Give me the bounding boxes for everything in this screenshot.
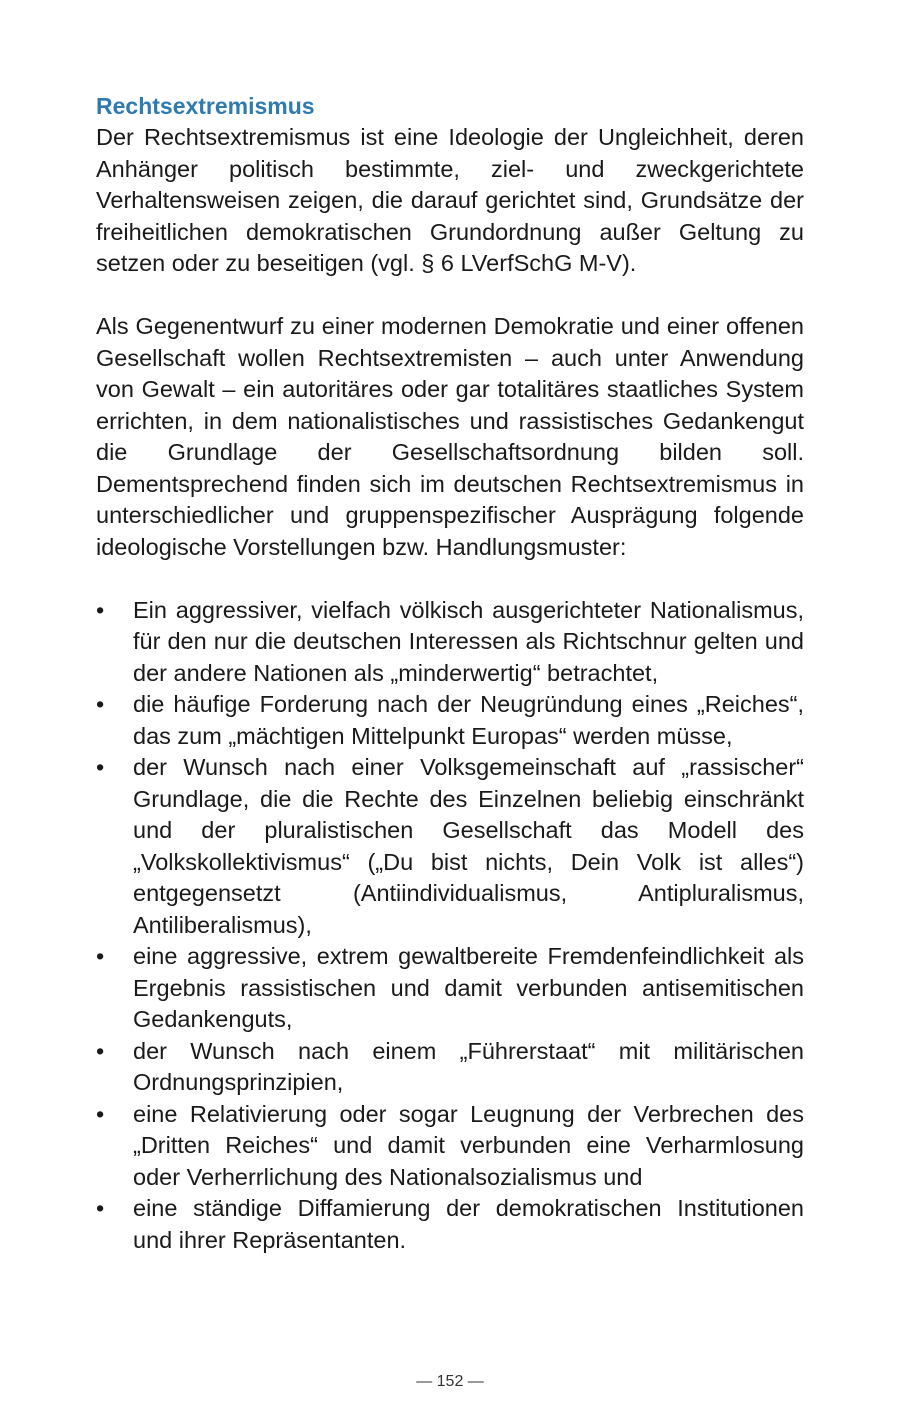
bullet-icon: • bbox=[96, 596, 105, 623]
page-content bbox=[96, 90, 804, 1256]
list-item bbox=[96, 1036, 804, 1099]
list-item bbox=[96, 752, 804, 941]
list-item-text: der Wunsch nach einer Volksgemeinschaft auf „rassischer“ Grundlage, die die Rechte des Einzelnen beliebig einschränkt und der pluralistischen Gesellschaft das Modell des „Volkskollektivismus“ („Du bist nichts, Dein Volk ist alles“) entgegensetzt (Antiindividualismus, Antipluralismus, Antiliberalismus), bbox=[133, 754, 804, 938]
list-item bbox=[96, 1193, 804, 1256]
list-item bbox=[96, 1099, 804, 1194]
list-item-text: der Wunsch nach einem „Führerstaat“ mit militärischen Ordnungsprinzipien, bbox=[133, 1037, 804, 1095]
list-item bbox=[96, 941, 804, 1036]
bullet-icon: • bbox=[96, 1037, 105, 1064]
list-item-text: die häufige Forderung nach der Neugründung eines „Reiches“, das zum „mächtigen Mittelpunkt Europas“ werden müsse, bbox=[133, 691, 804, 749]
bullet-icon: • bbox=[96, 943, 105, 969]
bullet-icon: • bbox=[96, 691, 105, 717]
list-item bbox=[96, 595, 804, 690]
ideology-list bbox=[96, 595, 804, 1257]
list-item-text: eine Relativierung oder sogar Leugnung der Verbrechen des „Dritten Reiches“ und damit verbunden eine Verharmlosung oder Verherrlichung des Nationalsozialismus und bbox=[133, 1100, 804, 1190]
list-item-text: eine aggressive, extrem gewaltbereite Fremdenfeindlichkeit als Ergebnis rassistischen und damit verbunden antisemitischen Gedankenguts, bbox=[133, 943, 804, 1032]
list-item bbox=[96, 689, 804, 752]
bullet-icon: • bbox=[96, 754, 105, 780]
paragraph-ideology: Als Gegenentwurf zu einer modernen Demokratie und einer offenen Gesellschaft wollen Rechtsextremisten – auch unter Anwendung von Gewalt – ein autoritäres oder gar totalitäres staatliches System errichten, in dem nationalistisches und rassistisches Gedankengut die Grundlage der Gesellschaftsordnung bilden soll. Dementsprechend finden sich im deutschen Rechtsextremismus in unterschiedlicher und gruppenspezifischer Ausprägung folgende ideologische Vorstellungen bzw. Handlungsmuster: bbox=[96, 313, 804, 560]
page-number: — 152 — bbox=[416, 1373, 484, 1390]
paragraph-definition: Der Rechtsextremismus ist eine Ideologie der Ungleichheit, deren Anhänger politisch bestimmte, ziel- und zweckgerichtete Verhaltensweisen zeigen, die darauf gerichtet sind, Grundsätze der freiheitlichen demokratischen Grundordnung außer Geltung zu setzen oder zu beseitigen (vgl. § 6 LVerfSchG M-V). bbox=[96, 124, 804, 276]
bullet-icon: • bbox=[96, 1195, 105, 1221]
bullet-icon: • bbox=[96, 1100, 105, 1127]
list-item-text: Ein aggressiver, vielfach völkisch ausgerichteter Nationalismus, für den nur die deutschen Interessen als Richtschnur gelten und der andere Nationen als „minderwertig“ betrachtet, bbox=[133, 596, 804, 686]
list-item-text: eine ständige Diffamierung der demokratischen Institutionen und ihrer Repräsentanten. bbox=[133, 1195, 804, 1253]
section-heading: Rechtsextremismus bbox=[96, 93, 315, 119]
